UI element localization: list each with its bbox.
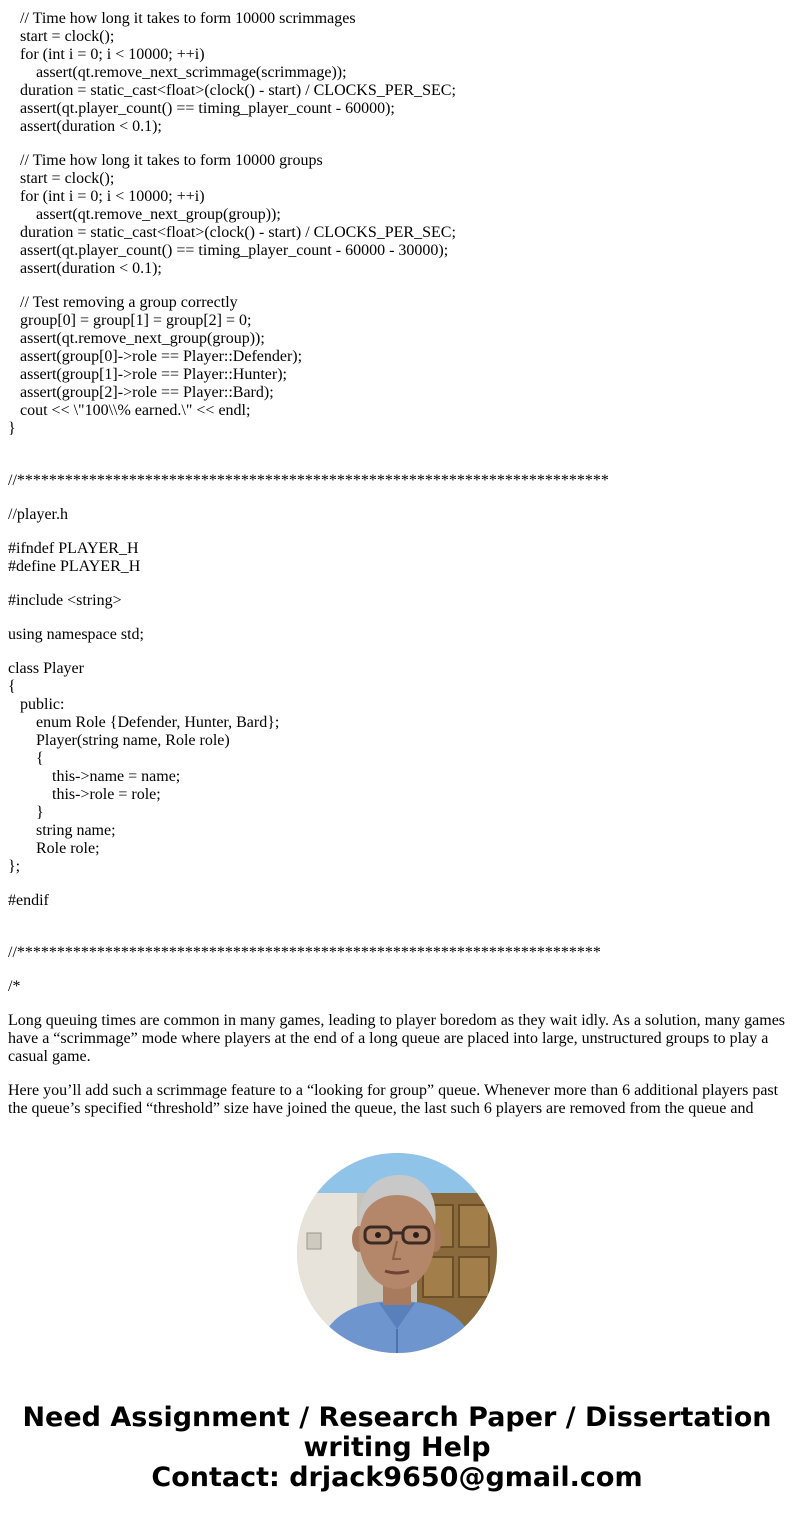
spacer: [8, 490, 786, 506]
include-guard-line: #define PLAYER_H: [8, 558, 141, 575]
code-line: cout << \"100\\% earned.\" << endl;: [8, 402, 251, 419]
endif-line: #endif: [8, 892, 49, 909]
code-line: assert(group[2]->role == Player::Bard);: [8, 384, 274, 401]
code-line: assert(qt.player_count() == timing_player_count - 60000);: [8, 100, 395, 117]
code-line: // Test removing a group correctly: [8, 294, 238, 311]
spacer: [8, 910, 786, 944]
class-line: class Player: [8, 660, 84, 677]
class-line: {: [8, 678, 16, 695]
author-photo: [297, 1153, 497, 1353]
class-line: this->role = role;: [8, 786, 161, 803]
player-header-file: [8, 506, 786, 910]
code-line: for (int i = 0; i < 10000; ++i): [8, 46, 205, 63]
code-line: assert(duration < 0.1);: [8, 260, 162, 277]
separator-line: //**************************************************************************: [8, 472, 609, 489]
code-line: assert(group[0]->role == Player::Defender);: [8, 348, 303, 365]
spacer: [8, 962, 786, 978]
code-block-group-timing: [8, 152, 786, 278]
spacer: [8, 996, 786, 1012]
using-line: using namespace std;: [8, 626, 144, 643]
code-line: group[0] = group[1] = group[2] = 0;: [8, 312, 252, 329]
code-line: assert(qt.player_count() == timing_player_count - 60000 - 30000);: [8, 242, 449, 259]
promo-contact: Contact: drjack9650@gmail.com: [151, 1462, 643, 1493]
code-line: for (int i = 0; i < 10000; ++i): [8, 188, 205, 205]
spacer: [8, 524, 786, 540]
spacer: [8, 644, 786, 660]
description-paragraph: Here you’ll add such a scrimmage feature to a “looking for group” queue. Whenever more than 6 additional players past the queue’s specified “threshold” size have joined the queue, the last such 6 players are removed from the queue and: [8, 1082, 779, 1117]
class-line: string name;: [8, 822, 116, 839]
code-line: duration = static_cast<float>(clock() - start) / CLOCKS_PER_SEC;: [8, 224, 456, 241]
code-line: assert(qt.remove_next_group(group));: [8, 330, 265, 347]
promo-line-2: writing Help: [303, 1432, 491, 1463]
spacer: [8, 438, 786, 472]
code-line: assert(qt.remove_next_group(group));: [8, 206, 281, 223]
spacer: [8, 278, 786, 294]
class-line: Role role;: [8, 840, 100, 857]
file-comment: //player.h: [8, 506, 68, 523]
code-line: start = clock();: [8, 28, 115, 45]
portrait-illustration: [297, 1153, 497, 1353]
code-line: assert(qt.remove_next_scrimmage(scrimmage));: [8, 64, 347, 81]
class-line: }: [8, 804, 44, 821]
code-line: // Time how long it takes to form 10000 groups: [8, 152, 323, 169]
class-line: public:: [8, 696, 65, 713]
spacer: [8, 610, 786, 626]
class-line: Player(string name, Role role): [8, 732, 230, 749]
spacer: [8, 576, 786, 592]
class-line: };: [8, 858, 21, 875]
promo-banner: [0, 1403, 794, 1493]
code-line: assert(group[1]->role == Player::Hunter);: [8, 366, 287, 383]
separator-line: //*************************************************************************: [8, 944, 601, 961]
class-line: enum Role {Defender, Hunter, Bard};: [8, 714, 280, 731]
code-line: start = clock();: [8, 170, 115, 187]
comment-open: /*: [8, 978, 21, 995]
document-body: [8, 10, 786, 1134]
include-line: #include <string>: [8, 592, 122, 609]
description-paragraph: Long queuing times are common in many games, leading to player boredom as they wait idly. As a solution, many games have a “scrimmage” mode where players at the end of a long queue are placed into large, unstructured groups to play a casual game.: [8, 1012, 786, 1065]
code-line: // Time how long it takes to form 10000 scrimmages: [8, 10, 356, 27]
include-guard-line: #ifndef PLAYER_H: [8, 540, 139, 557]
code-line: assert(duration < 0.1);: [8, 118, 162, 135]
code-line: }: [8, 420, 16, 437]
code-line: duration = static_cast<float>(clock() - start) / CLOCKS_PER_SEC;: [8, 82, 456, 99]
spacer: [8, 136, 786, 152]
code-block-scrimmage-timing: [8, 10, 786, 136]
class-line: this->name = name;: [8, 768, 181, 785]
spacer: [8, 876, 786, 892]
class-line: {: [8, 750, 44, 767]
code-block-group-test: [8, 294, 786, 438]
promo-line-1: Need Assignment / Research Paper / Dissertation: [22, 1402, 772, 1433]
